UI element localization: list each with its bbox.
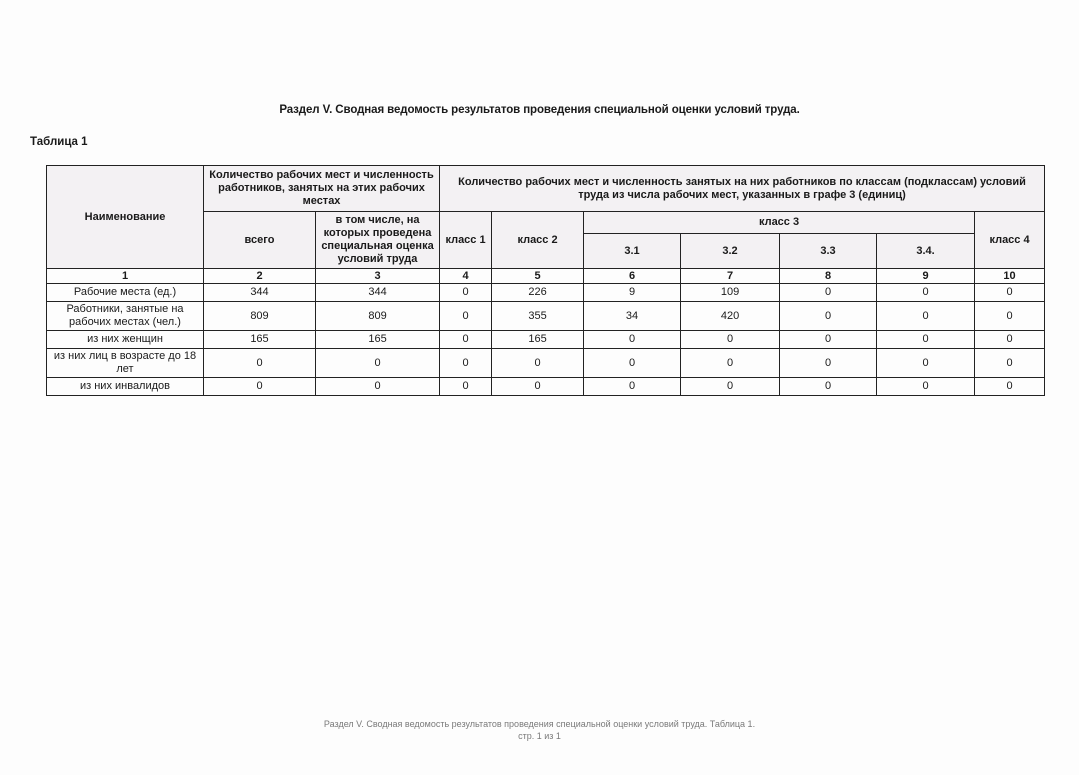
column-number: 1 [47, 269, 204, 284]
section-title: Раздел V. Сводная ведомость результатов проведения специальной оценки условий труда. [279, 104, 800, 116]
table-cell: 0 [681, 378, 780, 396]
table-cell: 0 [975, 349, 1045, 378]
table-cell: 9 [584, 284, 681, 302]
table-cell: 0 [584, 349, 681, 378]
column-number: 4 [440, 269, 492, 284]
footer-title: Раздел V. Сводная ведомость результатов проведения специальной оценки условий труда. Таблица 1. [323, 719, 756, 729]
table-cell: 0 [440, 284, 492, 302]
table-cell: 34 [584, 302, 681, 331]
table-cell: 109 [681, 284, 780, 302]
column-number: 6 [584, 269, 681, 284]
column-number: 3 [316, 269, 440, 284]
header-name: Наименование [47, 166, 204, 269]
table-cell: 355 [492, 302, 584, 331]
column-number: 2 [204, 269, 316, 284]
column-number: 10 [975, 269, 1045, 284]
column-number: 9 [877, 269, 975, 284]
column-number: 5 [492, 269, 584, 284]
table-cell: 0 [877, 349, 975, 378]
table-caption: Таблица 1 [30, 136, 88, 148]
header-class3-3: 3.3 [780, 234, 877, 269]
table-cell: 0 [681, 349, 780, 378]
table-cell: 0 [877, 284, 975, 302]
row-name: из них инвалидов [47, 378, 204, 396]
row-name: Работники, занятые на рабочих местах (чел.) [47, 302, 204, 331]
table-cell: 0 [780, 302, 877, 331]
table-row [47, 349, 1045, 378]
table-cell: 0 [681, 331, 780, 349]
row-name: из них лиц в возрасте до 18 лет [47, 349, 204, 378]
column-number: 7 [681, 269, 780, 284]
table-cell: 226 [492, 284, 584, 302]
header-assessed: в том числе, на которых проведена специальная оценка условий труда [316, 212, 440, 269]
table-cell: 0 [975, 378, 1045, 396]
header-class4: класс 4 [975, 212, 1045, 269]
table-cell: 0 [440, 349, 492, 378]
table-cell: 0 [440, 331, 492, 349]
table-cell: 0 [584, 378, 681, 396]
table-cell: 0 [492, 378, 584, 396]
table-cell: 344 [316, 284, 440, 302]
summary-table [46, 165, 1045, 396]
header-class1: класс 1 [440, 212, 492, 269]
table-cell: 0 [877, 302, 975, 331]
table-cell: 165 [492, 331, 584, 349]
table-cell: 0 [440, 378, 492, 396]
table-cell: 420 [681, 302, 780, 331]
table-cell: 0 [584, 331, 681, 349]
header-class2: класс 2 [492, 212, 584, 269]
table-cell: 0 [440, 302, 492, 331]
header-classes-group: Количество рабочих мест и численность занятых на них работников по классам (подклассам) условий труда из числа рабочих мест, указанных в графе 3 (единиц) [440, 166, 1045, 212]
table-cell: 165 [316, 331, 440, 349]
page-number: стр. 1 из 1 [518, 731, 561, 741]
table-cell: 809 [204, 302, 316, 331]
table-cell: 0 [780, 331, 877, 349]
table-cell: 0 [492, 349, 584, 378]
table-cell: 0 [975, 331, 1045, 349]
table-cell: 165 [204, 331, 316, 349]
header-class3-2: 3.2 [681, 234, 780, 269]
table-cell: 0 [204, 349, 316, 378]
header-class3: класс 3 [584, 212, 975, 234]
table-cell: 0 [877, 378, 975, 396]
table-cell: 0 [316, 378, 440, 396]
header-class3-1: 3.1 [584, 234, 681, 269]
table-cell: 0 [975, 284, 1045, 302]
table-cell: 0 [780, 349, 877, 378]
table-cell: 0 [975, 302, 1045, 331]
table-cell: 0 [780, 378, 877, 396]
table-cell: 344 [204, 284, 316, 302]
table-cell: 0 [316, 349, 440, 378]
column-number: 8 [780, 269, 877, 284]
header-class3-4: 3.4. [877, 234, 975, 269]
table-cell: 0 [204, 378, 316, 396]
table-row [47, 302, 1045, 331]
row-name: Рабочие места (ед.) [47, 284, 204, 302]
table-cell: 809 [316, 302, 440, 331]
header-total: всего [204, 212, 316, 269]
header-workplaces-group: Количество рабочих мест и численность работников, занятых на этих рабочих местах [204, 166, 440, 212]
row-name: из них женщин [47, 331, 204, 349]
table-row [47, 378, 1045, 396]
table-row [47, 284, 1045, 302]
column-number-row [47, 269, 1045, 284]
table-row [47, 331, 1045, 349]
table-cell: 0 [877, 331, 975, 349]
table-cell: 0 [780, 284, 877, 302]
page-footer [0, 718, 1079, 742]
